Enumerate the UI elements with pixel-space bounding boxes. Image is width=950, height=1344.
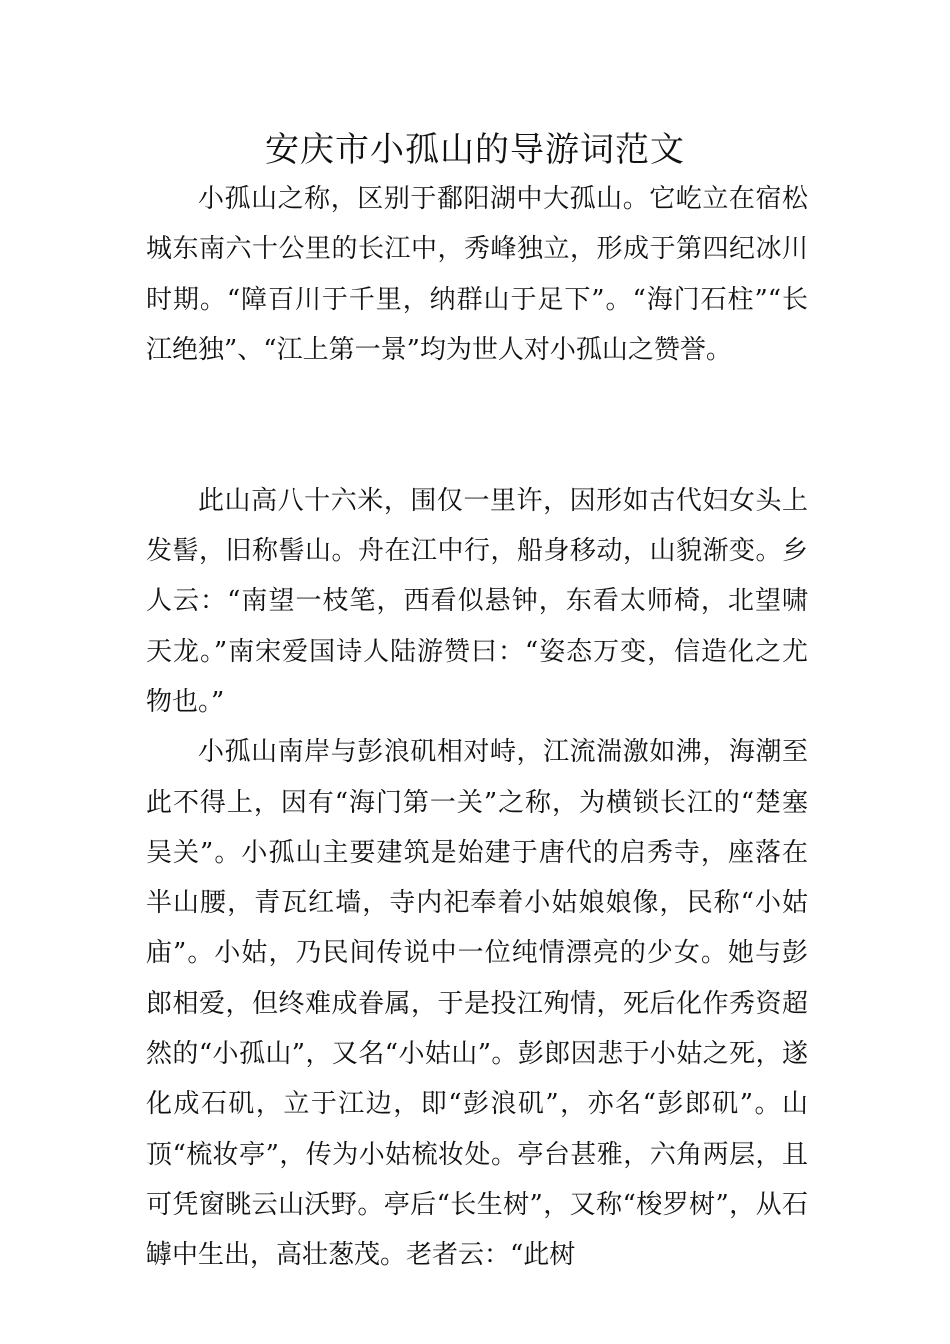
document-body bbox=[146, 174, 808, 1281]
paragraph-spacer bbox=[146, 425, 808, 475]
document-title: 安庆市小孤山的导游词范文 bbox=[265, 130, 685, 170]
paragraph-3: 小孤山南岸与彭浪矶相对峙，江流湍激如沸，海潮至此不得上，因有“海门第一关”之称，为横锁长江的“楚塞吴关”。小孤山主要建筑是始建于唐代的启秀寺，座落在半山腰，青瓦红墙，寺内祀奉着小姑娘娘像，民称“小姑庙”。小姑，乃民间传说中一位纯情漂亮的少女。她与彭郎相爱，但终难成眷属，于是投江殉情，死后化作秀资超然的“小孤山”，又名“小姑山”。彭郎因悲于小姑之死，遂化成石矶，立于江边，即“彭浪矶”，亦名“彭郎矶”。山顶“梳妆亭”，传为小姑梳妆处。亭台甚雅，六角两层，且可凭窗眺云山沃野。亭后“长生树”，又称“梭罗树”，从石罅中生出，高壮葱茂。老者云：“此树 bbox=[146, 737, 808, 1271]
paragraph-spacer bbox=[146, 375, 808, 425]
paragraph-2: 此山高八十六米，围仅一里许，因形如古代妇女头上发髻，旧称髻山。舟在江中行，船身移动，山貌渐变。乡人云：“南望一枝笔，西看似悬钟，东看太师椅，北望啸天龙。”南宋爱国诗人陆游赞曰：“姿态万变，信造化之尤物也。” bbox=[146, 485, 808, 717]
paragraph-1: 小孤山之称，区别于鄱阳湖中大孤山。它屹立在宿松城东南六十公里的长江中，秀峰独立，形成于第四纪冰川时期。“障百川于千里，纳群山于足下”。“海门石柱”“长江绝独”、“江上第一景”均为世人对小孤山之赞誉。 bbox=[146, 184, 808, 365]
